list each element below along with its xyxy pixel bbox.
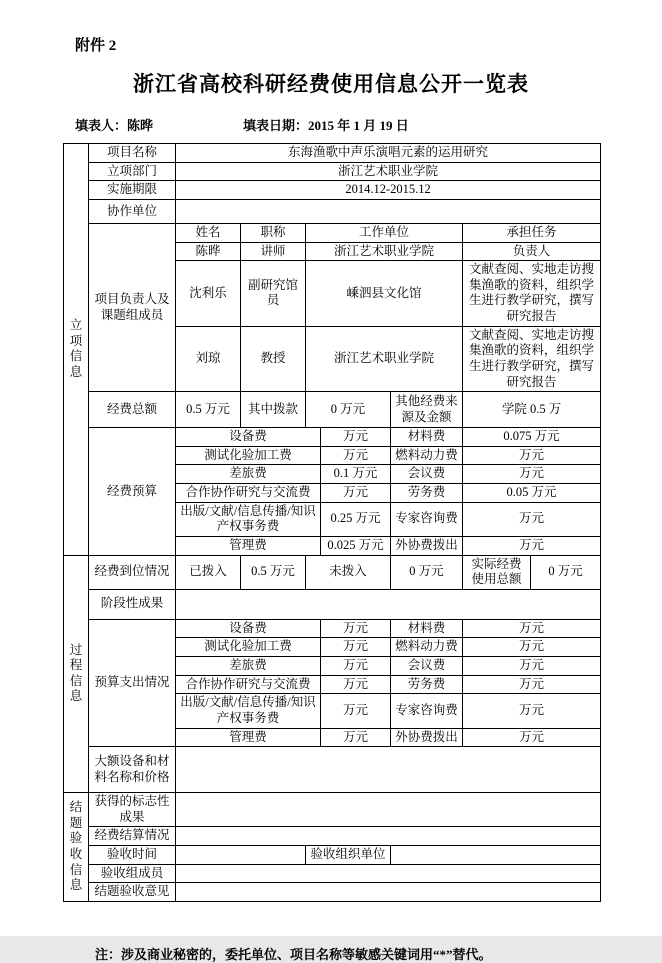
actual-used-value: 0 万元 — [531, 555, 601, 589]
team-header-name: 姓名 — [176, 223, 241, 242]
budget-item-label: 燃料动力费 — [391, 446, 463, 465]
department-label: 立项部门 — [89, 162, 176, 181]
budget-item-label: 会议费 — [391, 465, 463, 484]
spending-item-label: 合作协作研究与交流费 — [176, 675, 321, 694]
spending-item-label: 材料费 — [391, 619, 463, 638]
fill-date — [243, 115, 409, 134]
table-row — [64, 827, 601, 846]
spending-item-value: 万元 — [321, 619, 391, 638]
spending-item-value: 万元 — [321, 728, 391, 747]
other-source-value: 学院 0.5 万 — [463, 392, 601, 428]
spending-item-value: 万元 — [463, 675, 601, 694]
page-title: 浙江省高校科研经费使用信息公开一览表 — [133, 72, 529, 96]
table-row — [64, 793, 601, 827]
team-title-cell: 副研究馆员 — [241, 261, 306, 327]
funding-arrival-label: 经费到位情况 — [89, 555, 176, 589]
budget-item-value: 0.025 万元 — [321, 536, 391, 555]
spending-item-label: 外协费拨出 — [391, 728, 463, 747]
project-name-label: 项目名称 — [89, 144, 176, 163]
spending-item-label: 劳务费 — [391, 675, 463, 694]
section-label-lixiang: 立项信息 — [64, 144, 89, 556]
partner-label: 协作单位 — [89, 199, 176, 223]
team-unit-cell: 浙江艺术职业学院 — [306, 326, 463, 392]
team-name-cell: 刘琼 — [176, 326, 241, 392]
budget-item-label: 合作协作研究与交流费 — [176, 484, 321, 503]
spending-item-label: 专家咨询费 — [391, 694, 463, 728]
accept-members-label: 验收组成员 — [89, 864, 176, 883]
settlement-label: 经费结算情况 — [89, 827, 176, 846]
accept-org-label: 验收组织单位 — [306, 846, 391, 865]
budget-item-value: 万元 — [321, 446, 391, 465]
spending-item-label: 设备费 — [176, 619, 321, 638]
spending-item-value: 万元 — [321, 638, 391, 657]
achievements-value — [176, 793, 601, 827]
allocated-label: 已拨入 — [176, 555, 241, 589]
filled-by-label: 填表人： — [75, 118, 128, 133]
budget-item-value: 万元 — [463, 465, 601, 484]
spending-label: 预算支出情况 — [89, 619, 176, 746]
accept-time-label: 验收时间 — [89, 846, 176, 865]
table-row — [64, 555, 601, 589]
spending-item-label: 出版/文献/信息传播/知识产权事务费 — [176, 694, 321, 728]
table-row — [64, 162, 601, 181]
table-row — [64, 199, 601, 223]
achievements-label: 获得的标志性成果 — [89, 793, 176, 827]
budget-item-label: 劳务费 — [391, 484, 463, 503]
budget-item-value: 0.075 万元 — [463, 428, 601, 447]
filled-by — [75, 115, 153, 134]
table-row — [64, 144, 601, 163]
spending-item-value: 万元 — [463, 619, 601, 638]
table-row — [64, 392, 601, 428]
team-title-cell: 讲师 — [241, 242, 306, 261]
accept-members-value — [176, 864, 601, 883]
budget-item-value: 0.1 万元 — [321, 465, 391, 484]
team-task-cell: 文献查阅、实地走访搜集渔歌的资料，组织学生进行教学研究，撰写研究报告 — [463, 261, 601, 327]
table-row — [64, 223, 601, 242]
spending-item-value: 万元 — [463, 694, 601, 728]
not-allocated-value: 0 万元 — [391, 555, 463, 589]
settlement-value — [176, 827, 601, 846]
team-header-title: 职称 — [241, 223, 306, 242]
filled-by-value: 陈晔 — [127, 118, 154, 133]
team-name-cell: 沈利乐 — [176, 261, 241, 327]
table-row — [64, 181, 601, 200]
fill-date-label: 填表日期： — [243, 118, 309, 133]
team-header-task: 承担任务 — [463, 223, 601, 242]
spending-item-value: 万元 — [321, 657, 391, 676]
fill-date-value: 2015 年 1 月 19 日 — [308, 118, 409, 133]
budget-item-label: 设备费 — [176, 428, 321, 447]
section-label-guocheng: 过程信息 — [64, 555, 89, 793]
spending-item-label: 管理费 — [176, 728, 321, 747]
spending-item-label: 测试化验加工费 — [176, 638, 321, 657]
department-value: 浙江艺术职业学院 — [176, 162, 601, 181]
budget-item-label: 外协费拨出 — [391, 536, 463, 555]
grant-value: 0 万元 — [306, 392, 391, 428]
budget-item-label: 材料费 — [391, 428, 463, 447]
total-funding-value: 0.5 万元 — [176, 392, 241, 428]
table-row — [64, 883, 601, 902]
budget-label: 经费预算 — [89, 428, 176, 555]
budget-item-label: 专家咨询费 — [391, 502, 463, 536]
stage-results-value — [176, 589, 601, 619]
team-task-cell: 文献查阅、实地走访搜集渔歌的资料，组织学生进行教学研究，撰写研究报告 — [463, 326, 601, 392]
budget-item-value: 万元 — [463, 446, 601, 465]
budget-item-label: 测试化验加工费 — [176, 446, 321, 465]
team-unit-cell: 浙江艺术职业学院 — [306, 242, 463, 261]
budget-item-value: 万元 — [463, 502, 601, 536]
period-value: 2014.12-2015.12 — [176, 181, 601, 200]
actual-used-label: 实际经费使用总额 — [463, 555, 531, 589]
budget-item-value: 0.25 万元 — [321, 502, 391, 536]
form-meta — [75, 115, 662, 134]
team-header-unit: 工作单位 — [306, 223, 463, 242]
spending-item-value: 万元 — [321, 694, 391, 728]
spending-item-value: 万元 — [463, 657, 601, 676]
not-allocated-label: 未拨入 — [306, 555, 391, 589]
accept-org-value — [391, 846, 601, 865]
spending-item-label: 会议费 — [391, 657, 463, 676]
accept-time-value — [176, 846, 306, 865]
spending-row — [64, 619, 601, 638]
spending-item-value: 万元 — [463, 728, 601, 747]
budget-item-value: 万元 — [321, 484, 391, 503]
spending-item-value: 万元 — [463, 638, 601, 657]
budget-item-label: 出版/文献/信息传播/知识产权事务费 — [176, 502, 321, 536]
grant-label: 其中拨款 — [241, 392, 306, 428]
table-row — [64, 589, 601, 619]
spending-item-value: 万元 — [321, 675, 391, 694]
opinion-value — [176, 883, 601, 902]
footnote: 注：涉及商业秘密的，委托单位、项目名称等敏感关键词用“*”替代。 — [95, 946, 492, 962]
large-equipment-value — [176, 747, 601, 793]
team-title-cell: 教授 — [241, 326, 306, 392]
stage-results-label: 阶段性成果 — [89, 589, 176, 619]
allocated-value: 0.5 万元 — [241, 555, 306, 589]
other-source-label: 其他经费来源及金额 — [391, 392, 463, 428]
budget-item-value: 0.05 万元 — [463, 484, 601, 503]
project-name-value: 东海渔歌中声乐演唱元素的运用研究 — [176, 144, 601, 163]
period-label: 实施期限 — [89, 181, 176, 200]
budget-row — [64, 428, 601, 447]
main-table — [63, 143, 601, 902]
attachment-label: 附件 2 — [75, 38, 117, 54]
team-task-cell: 负责人 — [463, 242, 601, 261]
team-label: 项目负责人及课题组成员 — [89, 223, 176, 391]
section-label-jieti: 结题验收信息 — [64, 793, 89, 902]
budget-item-value: 万元 — [463, 536, 601, 555]
table-row — [64, 846, 601, 865]
partner-value — [176, 199, 601, 223]
spending-item-label: 差旅费 — [176, 657, 321, 676]
table-row — [64, 864, 601, 883]
team-unit-cell: 嵊泗县文化馆 — [306, 261, 463, 327]
total-funding-label: 经费总额 — [89, 392, 176, 428]
budget-item-label: 管理费 — [176, 536, 321, 555]
large-equipment-label: 大额设备和材料名称和价格 — [89, 747, 176, 793]
table-row — [64, 747, 601, 793]
team-name-cell: 陈晔 — [176, 242, 241, 261]
budget-item-value: 万元 — [321, 428, 391, 447]
opinion-label: 结题验收意见 — [89, 883, 176, 902]
spending-item-label: 燃料动力费 — [391, 638, 463, 657]
budget-item-label: 差旅费 — [176, 465, 321, 484]
